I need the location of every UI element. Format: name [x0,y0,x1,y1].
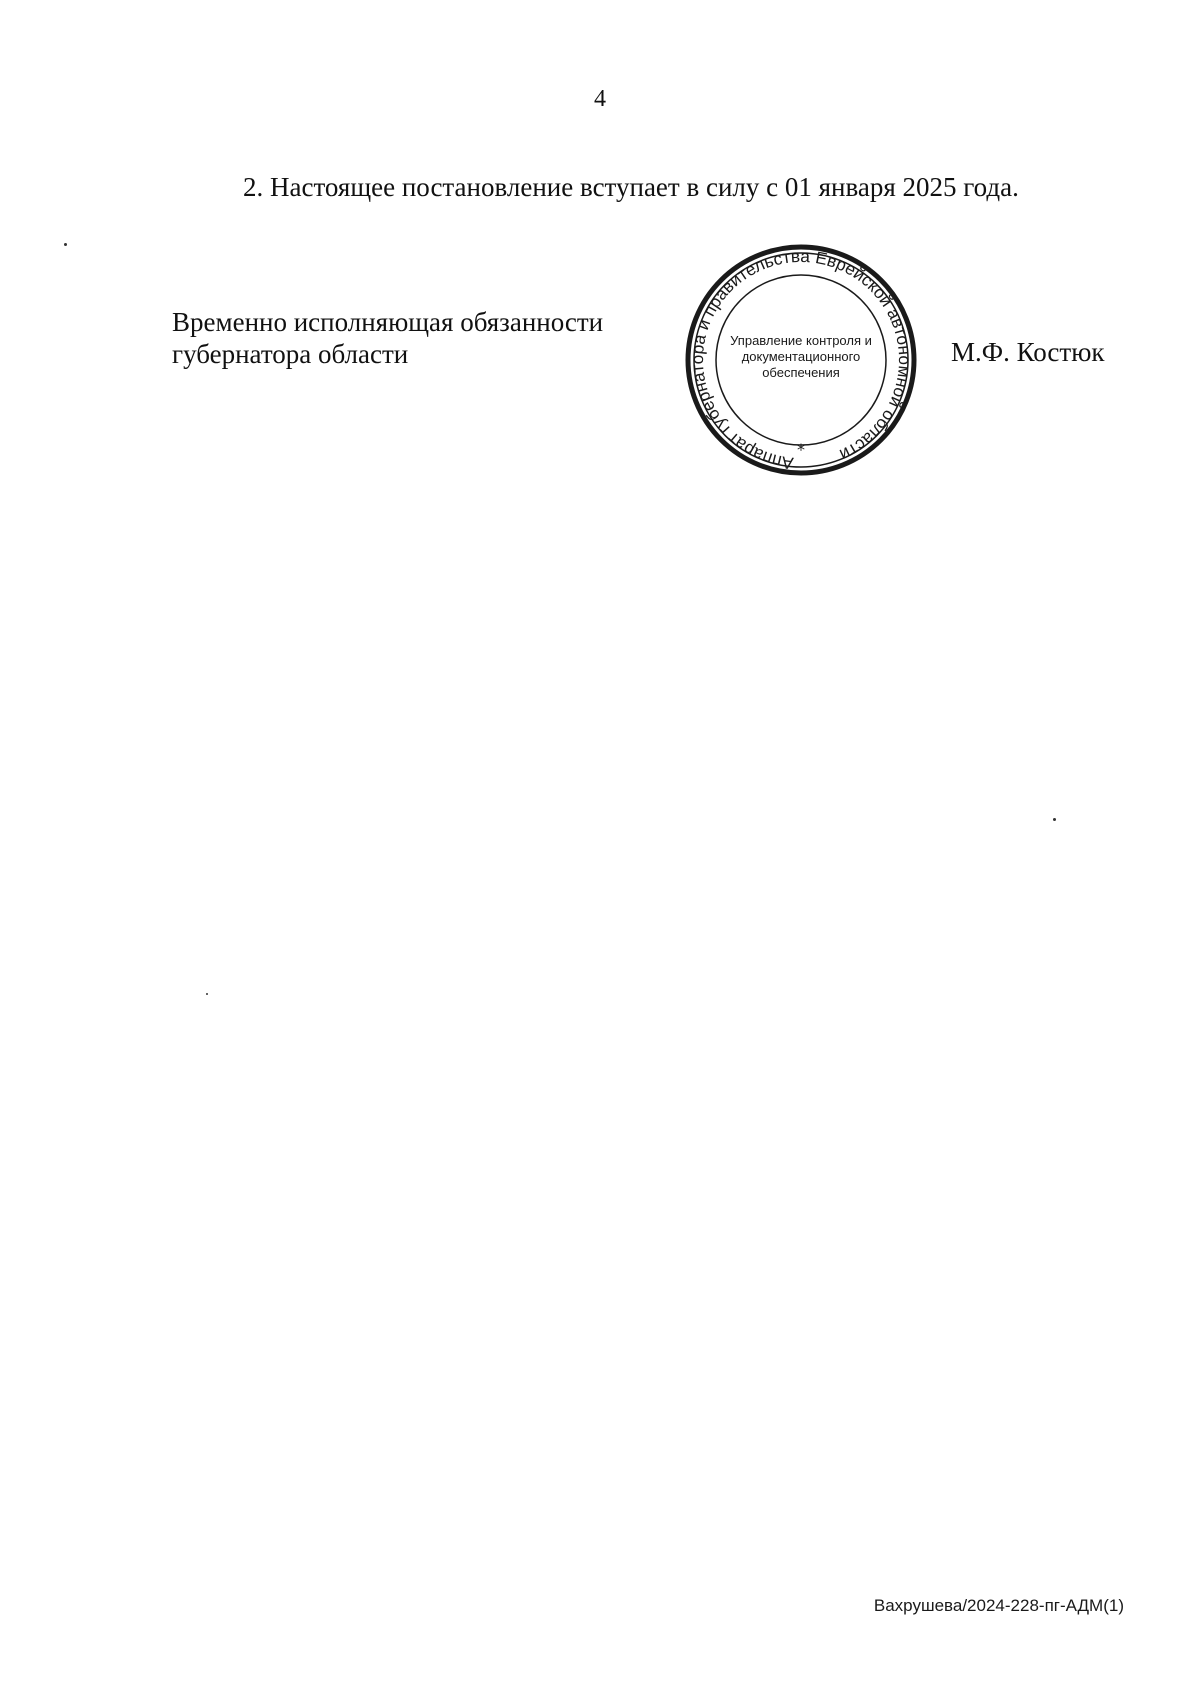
official-stamp [685,244,917,476]
signer-title [172,306,603,370]
scan-speck [1053,818,1056,821]
resolution-paragraph: 2. Настоящее постановление вступает в силу с 01 января 2025 года. [243,172,1019,202]
scan-speck [206,993,208,995]
signer-name: М.Ф. Костюк [951,337,1105,367]
stamp-outer-text-path: Аппарат губернатора и правительства Еврейской автономной области [687,246,915,473]
stamp-inner-line-1: Управление контроля и [730,333,872,348]
signer-title-line-1: Временно исполняющая обязанности [172,307,604,337]
signer-title-line-2: губернатора области [172,339,409,369]
page-number: 4 [594,86,606,112]
stamp-inner-line-2: документационного [741,349,861,364]
stamp-star-icon: * [797,440,805,459]
scan-speck [64,243,67,246]
stamp-inner-line-3: обеспечения [762,365,840,380]
document-reference: Вахрушева/2024-228-пг-АДМ(1) [873,1596,1124,1615]
